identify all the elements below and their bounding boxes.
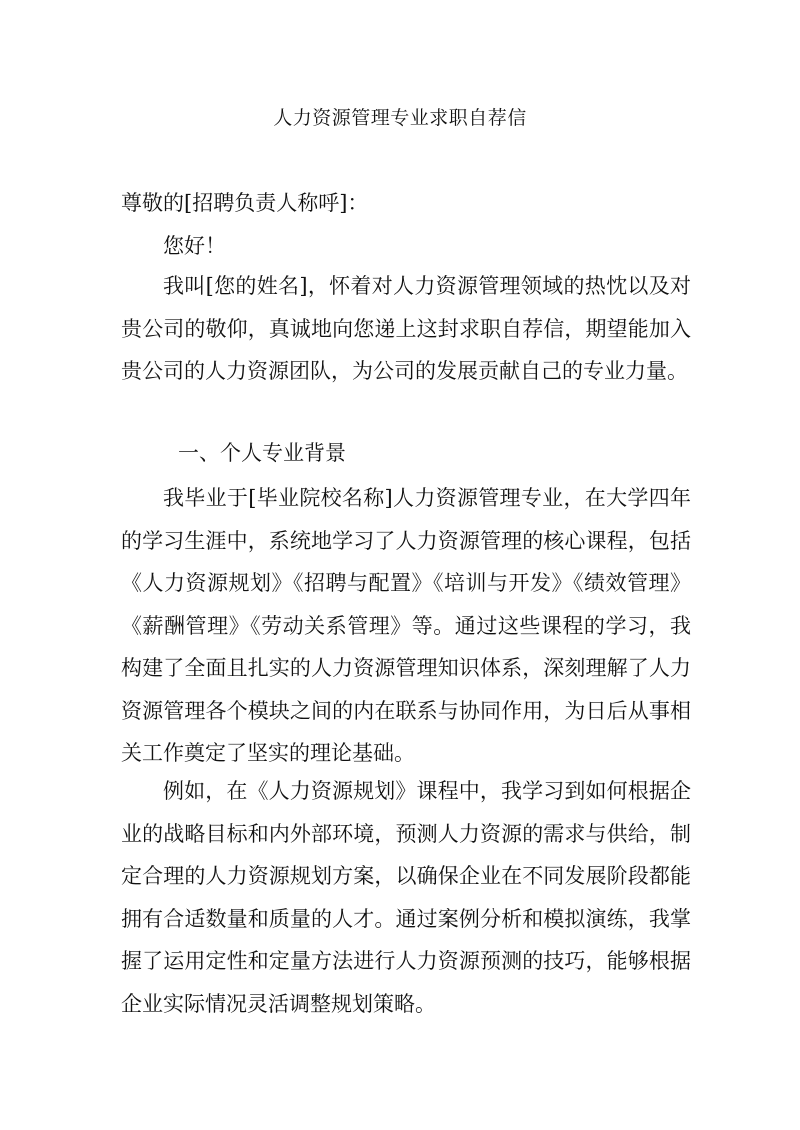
greeting: 您好！ [163, 234, 226, 258]
background-paragraph: 我毕业于[毕业院校名称]人力资源管理专业，在大学四年的学习生涯中，系统地学习了人力资源管理的核心课程，包括《人力资源规划》《招聘与配置》《培训与开发》《绩效管理》《薪酬管理》《劳动关系管理》等。通过这些课程的学习，我构建了全面且扎实的人力资源管理知识体系，深刻理解了人力资源管理各个模块之间的内在联系与协同作用，为日后从事相关工作奠定了坚实的理论基础。 [121, 486, 691, 765]
letter-title: 人力资源管理专业求职自荐信 [273, 107, 527, 129]
salutation: 尊敬的[招聘负责人称呼]： [121, 191, 369, 215]
section-heading-background: 一、个人专业背景 [178, 441, 346, 465]
intro-paragraph: 我叫[您的姓名]，怀着对人力资源管理领域的热忱以及对贵公司的敬仰，真诚地向您递上这封求职自荐信，期望能加入贵公司的人力资源团队，为公司的发展贡献自己的专业力量。 [121, 274, 691, 383]
example-paragraph: 例如，在《人力资源规划》课程中，我学习到如何根据企业的战略目标和内外部环境，预测人力资源的需求与供给，制定合理的人力资源规划方案，以确保企业在不同发展阶段都能拥有合适数量和质量的人才。通过案例分析和模拟演练，我掌握了运用定性和定量方法进行人力资源预测的技巧，能够根据企业实际情况灵活调整规划策略。 [121, 779, 691, 1016]
